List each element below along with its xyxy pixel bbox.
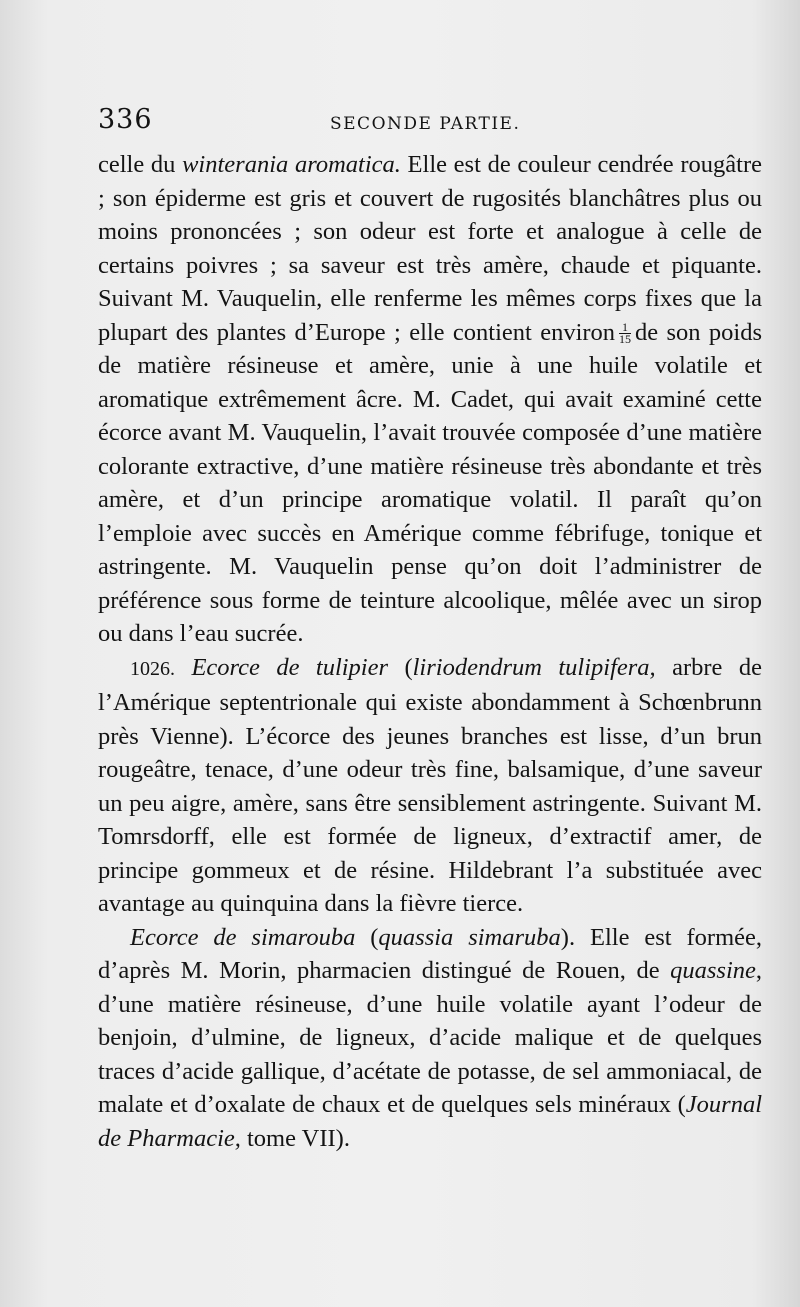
italic-term: Journal de Pharmacie, xyxy=(98,1091,762,1152)
text-run: celle du xyxy=(98,151,183,178)
paragraph-winterania xyxy=(98,148,762,651)
text-run: Elle est de couleur cendrée rougâtre ; son épiderme est gris et couvert de rugosités blanchâtres plus ou moins prononcées ; son odeur est forte et analogue à celle de certains poivres ; sa saveur est très amère, chaude et piquante. Suivant M. Vauquelin, elle renferme les mêmes corps fixes que la plupart des plantes d’Europe ; elle contient environ xyxy=(98,151,762,346)
paragraph-simarouba xyxy=(98,921,762,1156)
page-body xyxy=(98,148,762,1155)
italic-term: winterania aromatica. xyxy=(182,151,401,178)
italic-term: quassine xyxy=(670,957,756,984)
paragraph-tulipier xyxy=(98,651,762,921)
italic-term: Ecorce de simarouba xyxy=(130,923,356,951)
italic-term: Ecorce de tulipier xyxy=(191,653,389,681)
italic-term: liriodendrum tulipifera, xyxy=(412,653,656,681)
running-head: SECONDE PARTIE. xyxy=(330,114,521,134)
text-run: ( xyxy=(388,653,413,681)
text-run: ( xyxy=(355,923,379,951)
page-header xyxy=(98,104,758,144)
text-run: , d’une matière résineuse, d’une huile volatile ayant l’odeur de benjoin, d’ulmine, de ligneux, d’acide malique et de quelques traces d’acide gallique, d’acétate de potasse, de sel ammoniacal, de malate et d’oxalate de chaux et de quelques sels minéraux ( xyxy=(98,957,762,1118)
fraction-numerator: 1 xyxy=(619,322,631,334)
italic-term: quassia simaruba xyxy=(378,923,561,951)
paragraph-number: 1026. xyxy=(130,657,175,680)
page-number: 336 xyxy=(98,104,153,135)
text-run: tome VII). xyxy=(240,1124,350,1152)
text-run: arbre de l’Amérique septentrionale qui existe abondamment à Schœnbrunn près Vienne). L’écorce des jeunes branches est lisse, d’un brun rougeâtre, tenace, d’une odeur très fine, balsamique, d’une saveur un peu aigre, amère, sans être sensiblement astringente. Suivant M. Tomrsdorff, elle est formée de ligneux, d’extractif amer, de principe gommeux et de résine. Hildebrant l’a substituée avec avantage au quinquina dans la fièvre tierce. xyxy=(98,653,762,917)
text-run: ). Elle est formée, d’après M. Morin, pharmacien distingué de Rouen, de xyxy=(98,923,762,984)
fraction xyxy=(619,322,631,345)
text-run: de son poids de matière résineuse et amère, unie à une huile volatile et aromatique extrêmement âcre. M. Cadet, qui avait examiné cette écorce avant M. Vauquelin, l’avait trouvée composée d’une matière colorante extractive, d’une matière résineuse très abondante et très amère, et d’un principe aromatique volatil. Il paraît qu’on l’emploie avec succès en Amérique comme fébrifuge, tonique et astringente. M. Vauquelin pense qu’on doit l’administrer de préférence sous forme de teinture alcoolique, mêlée avec un sirop ou dans l’eau sucrée. xyxy=(98,318,762,647)
fraction-denominator: 15 xyxy=(619,332,632,347)
